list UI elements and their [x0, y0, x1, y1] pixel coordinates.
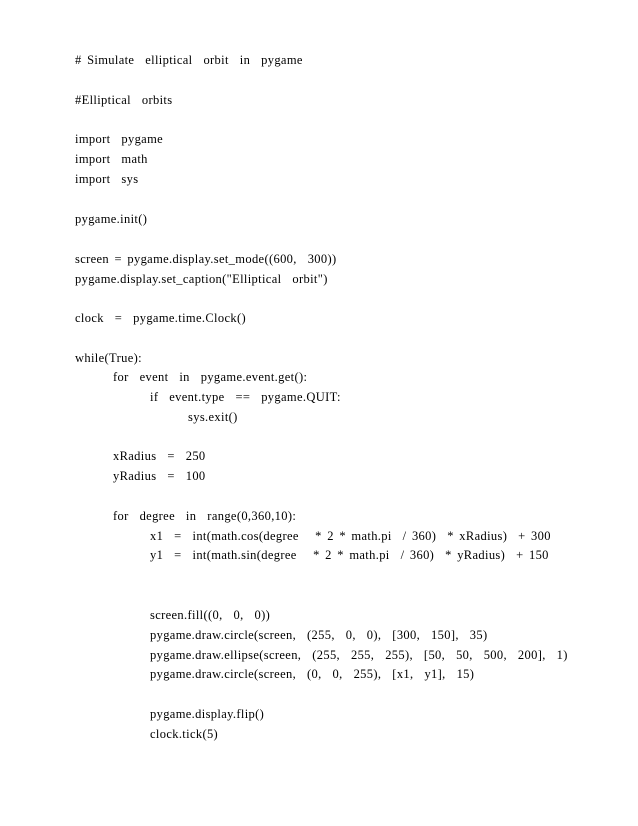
code-line-xradius: xRadius = 250	[113, 449, 206, 463]
code-line-draw-ellipse: pygame.draw.ellipse(screen, (255, 255, 255), [50, 50, 500, 200], 1)	[150, 648, 568, 662]
code-line-display-flip: pygame.display.flip()	[150, 707, 265, 721]
code-line-clock: clock = pygame.time.Clock()	[75, 311, 246, 325]
code-line-draw-circle-red: pygame.draw.circle(screen, (255, 0, 0), [300, 150], 35)	[150, 628, 488, 642]
code-line-y1: y1 = int(math.sin(degree * 2 * math.pi / 360) * yRadius) + 150	[150, 548, 549, 562]
code-line-for-event: for event in pygame.event.get():	[113, 370, 308, 384]
code-line-x1: x1 = int(math.cos(degree * 2 * math.pi / 360) * xRadius) + 300	[150, 529, 551, 543]
code-line-import-math: import math	[75, 152, 148, 166]
code-line-for-degree: for degree in range(0,360,10):	[113, 509, 297, 523]
code-line-if-quit: if event.type == pygame.QUIT:	[150, 390, 341, 404]
code-line-yradius: yRadius = 100	[113, 469, 206, 483]
code-line-screen-set-mode: screen = pygame.display.set_mode((600, 300))	[75, 252, 337, 266]
code-line-while-true: while(True):	[75, 351, 142, 365]
code-line-pygame-init: pygame.init()	[75, 212, 148, 226]
code-line-draw-circle-blue: pygame.draw.circle(screen, (0, 0, 255), [x1, y1], 15)	[150, 667, 475, 681]
code-line-comment-orbits: #Elliptical orbits	[75, 93, 173, 107]
code-line-clock-tick: clock.tick(5)	[150, 727, 219, 741]
code-line-sys-exit: sys.exit()	[188, 410, 238, 424]
code-line-screen-fill: screen.fill((0, 0, 0))	[150, 608, 271, 622]
code-line-comment-title: # Simulate elliptical orbit in pygame	[75, 53, 303, 67]
code-line-import-pygame: import pygame	[75, 132, 164, 146]
code-line-set-caption: pygame.display.set_caption("Elliptical orbit")	[75, 272, 328, 286]
code-line-import-sys: import sys	[75, 172, 139, 186]
